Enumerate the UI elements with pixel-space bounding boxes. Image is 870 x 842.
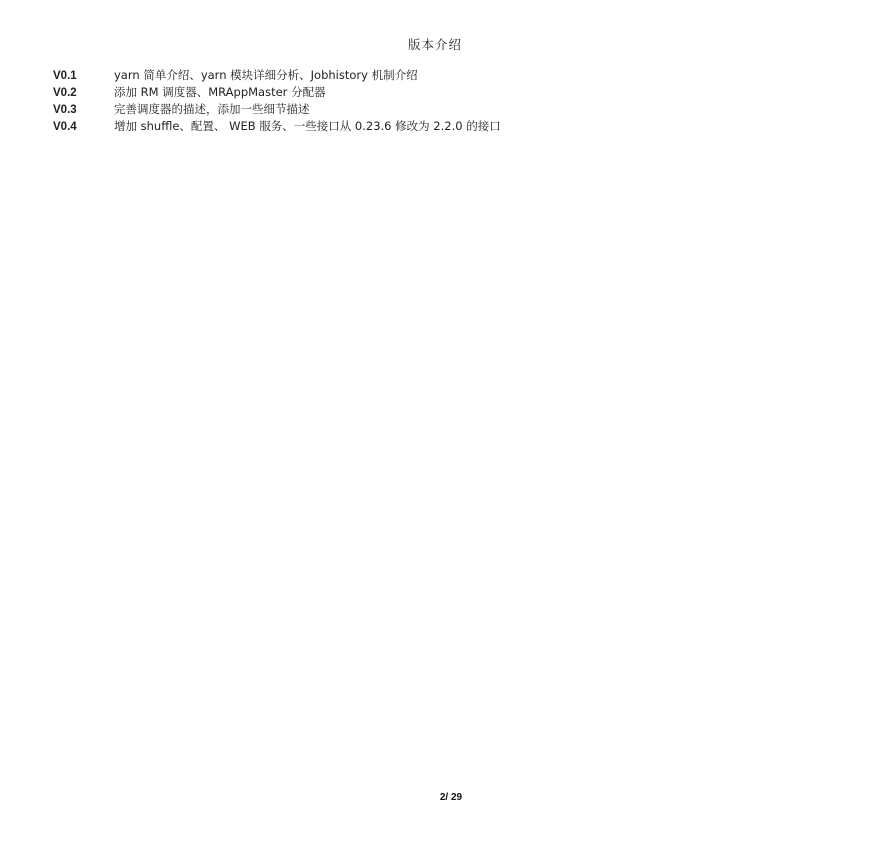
page-number: 2/ 29 [439,792,463,803]
version-row [53,84,813,101]
version-row [53,101,813,118]
version-id: V0.3 [53,104,77,116]
version-id: V0.4 [53,121,77,133]
version-row [53,67,813,84]
version-id: V0.1 [53,70,77,82]
version-history-list [53,67,813,135]
version-description: yarn 简单介绍、yarn 模块详细分析、Jobhistory 机制介绍 [114,68,418,82]
version-row [53,118,813,135]
version-description: 完善调度器的描述，添加一些细节描述 [114,102,310,116]
page-title: 版本介绍 [407,37,462,52]
version-id: V0.2 [53,87,77,99]
version-description: 增加 shuffle、配置、 WEB 服务、一些接口从 0.23.6 修改为 2.2.0 的接口 [114,119,501,133]
version-description: 添加 RM 调度器、MRAppMaster 分配器 [114,85,326,99]
